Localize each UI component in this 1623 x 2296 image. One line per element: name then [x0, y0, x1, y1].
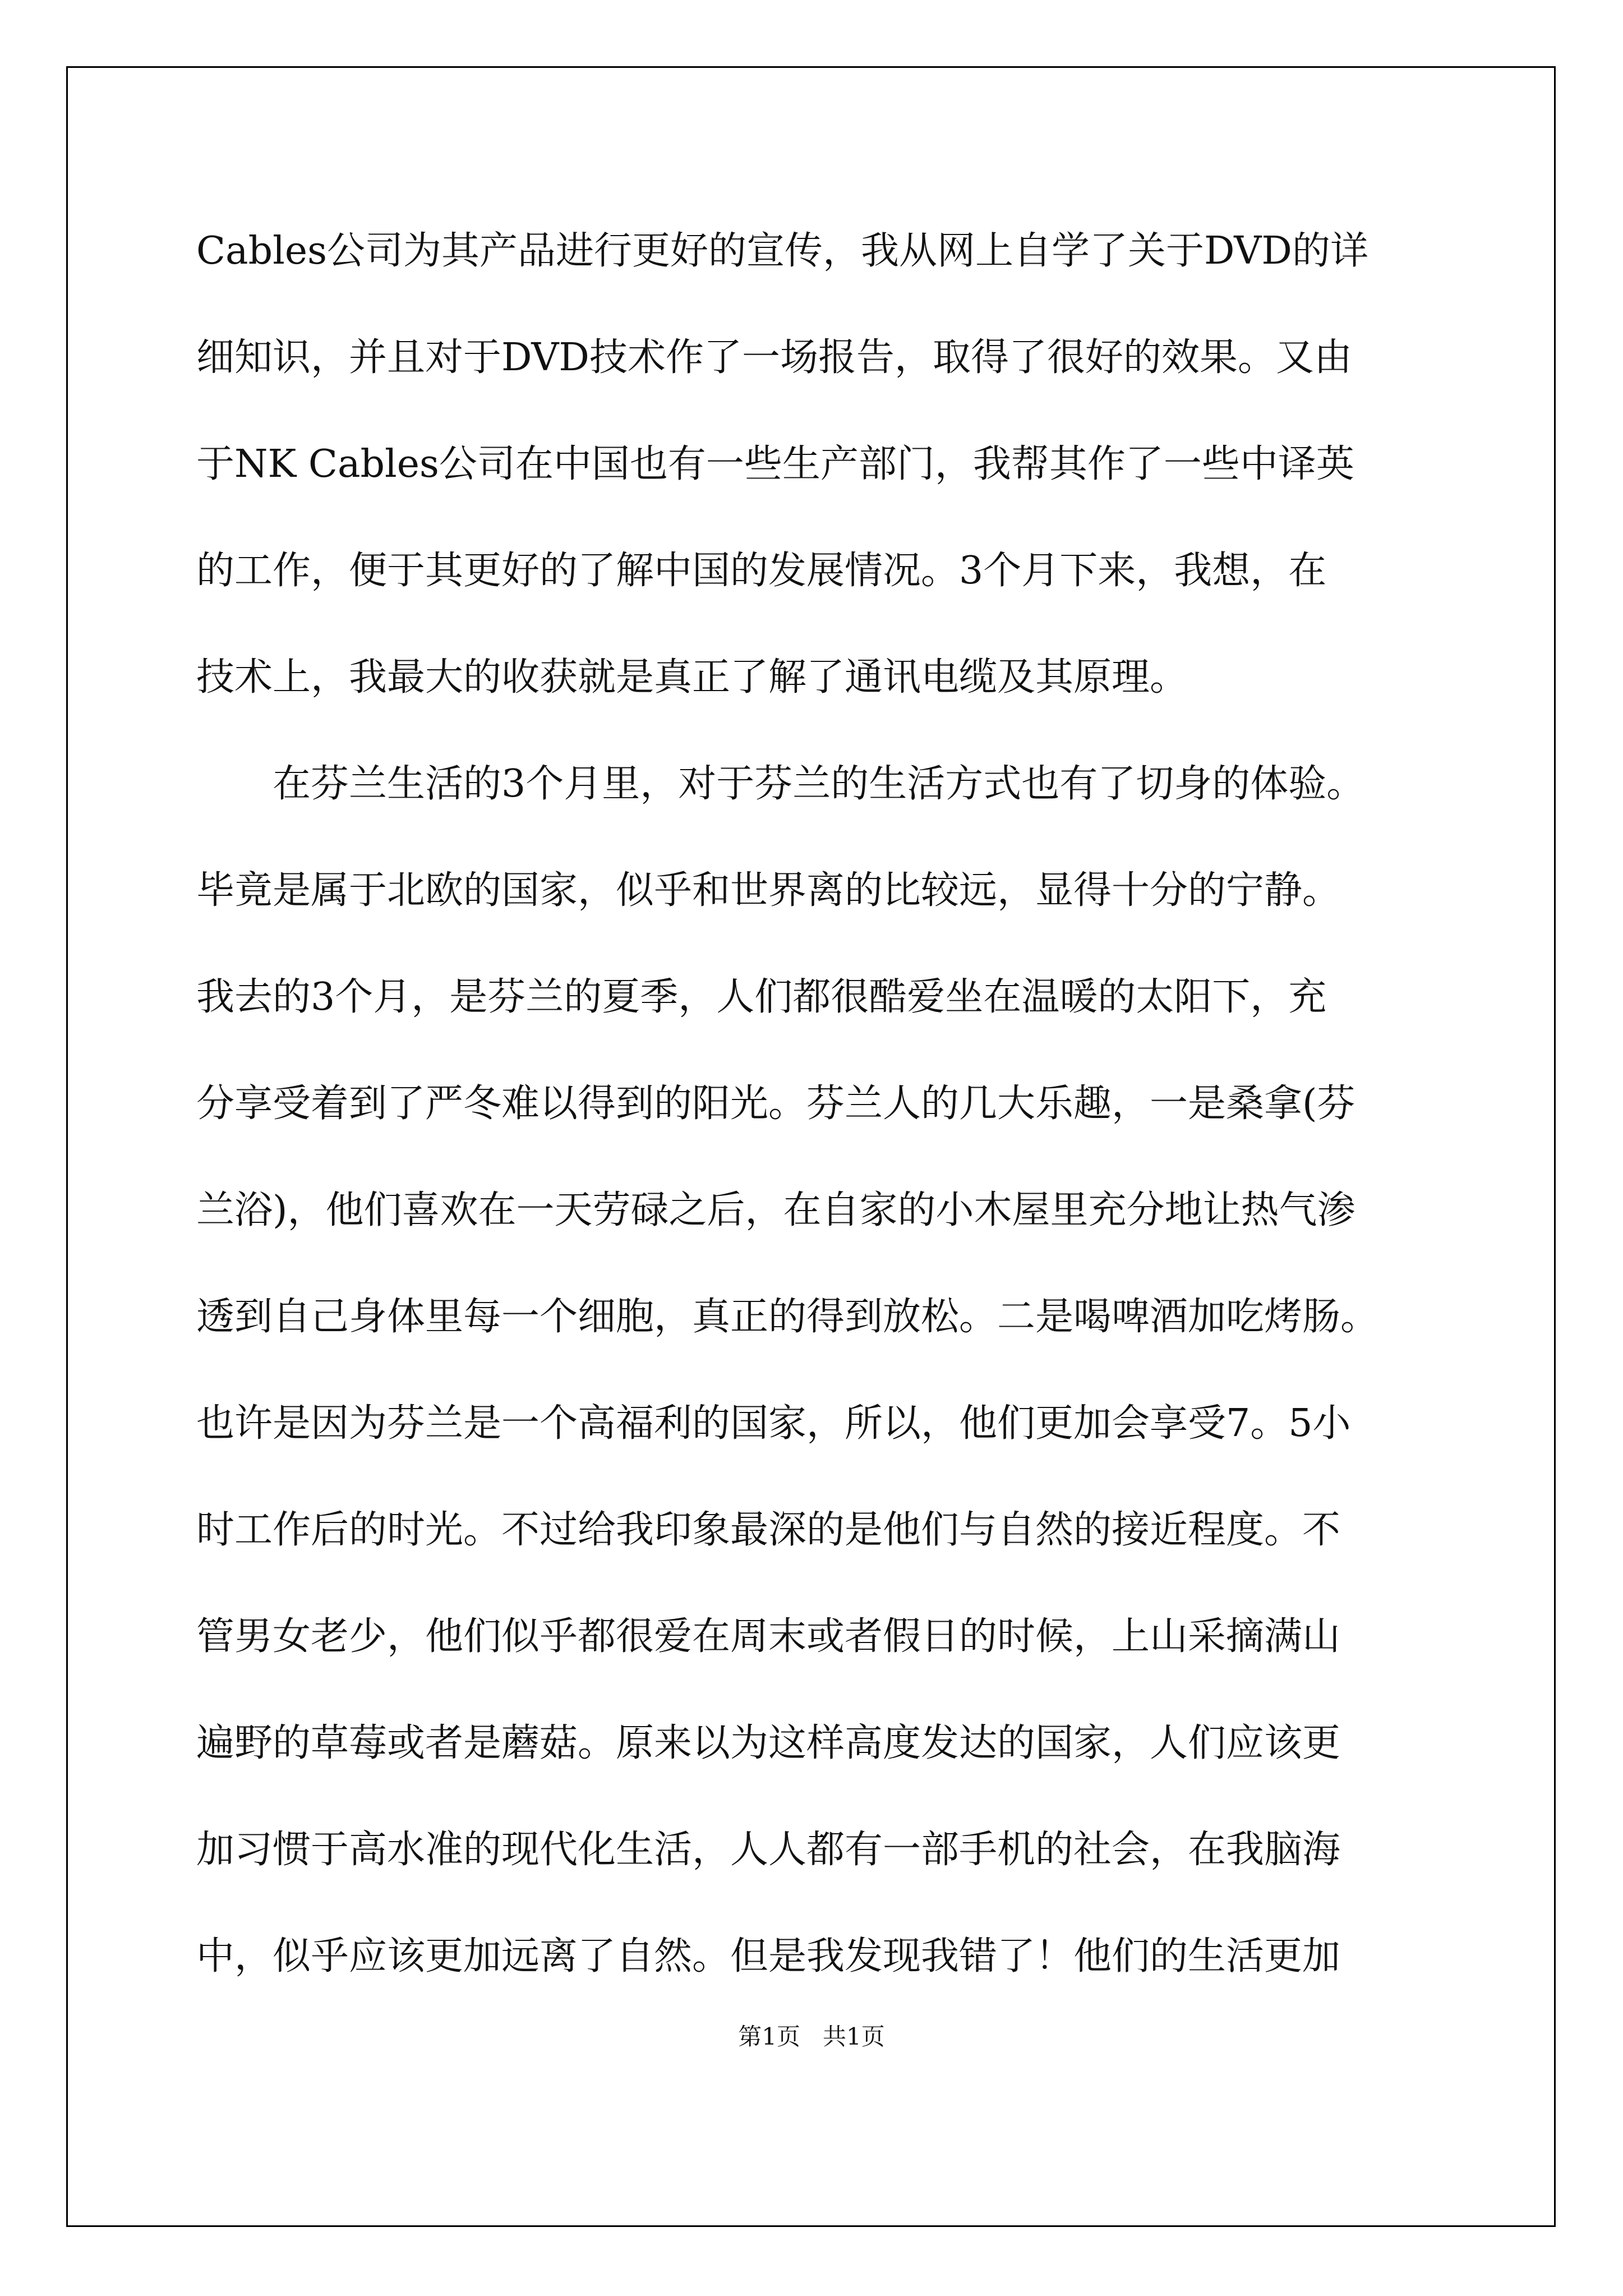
text-line: 在芬兰生活的3个月里，对于芬兰的生活方式也有了切身的体验。: [273, 762, 1365, 806]
text-line: 也许是因为芬兰是一个高福利的国家，所以，他们更加会享受7。5小: [196, 1401, 1351, 1446]
text-line: 加习惯于高水准的现代化生活，人人都有一部手机的社会，在我脑海: [196, 1828, 1341, 1872]
text-line: 遍野的草莓或者是蘑菇。原来以为这样高度发达的国家，人们应该更: [196, 1721, 1341, 1765]
text-line: 细知识，并且对于DVD技术作了一场报告，取得了很好的效果。又由: [196, 335, 1352, 380]
text-line: 毕竟是属于北欧的国家，似乎和世界离的比较远，显得十分的宁静。: [196, 868, 1341, 913]
text-line: 管男女老少，他们似乎都很爱在周末或者假日的时候，上山采摘满山: [196, 1614, 1341, 1659]
text-line: 兰浴)，他们喜欢在一天劳碌之后，在自家的小木屋里充分地让热气渗: [196, 1188, 1355, 1232]
text-line: 分享受着到了严冬难以得到的阳光。芬兰人的几大乐趣，一是桑拿(芬: [196, 1082, 1355, 1126]
text-line: 时工作后的时光。不过给我印象最深的是他们与自然的接近程度。不: [196, 1508, 1341, 1552]
page-footer: 第1页 共1页: [738, 2023, 885, 2050]
text-line: 我去的3个月，是芬兰的夏季，人们都很酷爱坐在温暖的太阳下，充: [196, 975, 1327, 1019]
text-line: 透到自己身体里每一个细胞，真正的得到放松。二是喝啤酒加吃烤肠。: [196, 1295, 1379, 1339]
text-line: 的工作，便于其更好的了解中国的发展情况。3个月下来，我想，在: [196, 549, 1327, 593]
text-line: 中，似乎应该更加远离了自然。但是我发现我错了！他们的生活更加: [196, 1934, 1341, 1978]
page-border: [66, 66, 1556, 2227]
text-line: 于NK Cables公司在中国也有一些生产部门，我帮其作了一些中译英: [196, 442, 1354, 486]
text-line: 技术上，我最大的收获就是真正了解了通讯电缆及其原理。: [196, 655, 1188, 700]
text-line: Cables公司为其产品进行更好的宣传，我从网上自学了关于DVD的详: [196, 229, 1368, 273]
